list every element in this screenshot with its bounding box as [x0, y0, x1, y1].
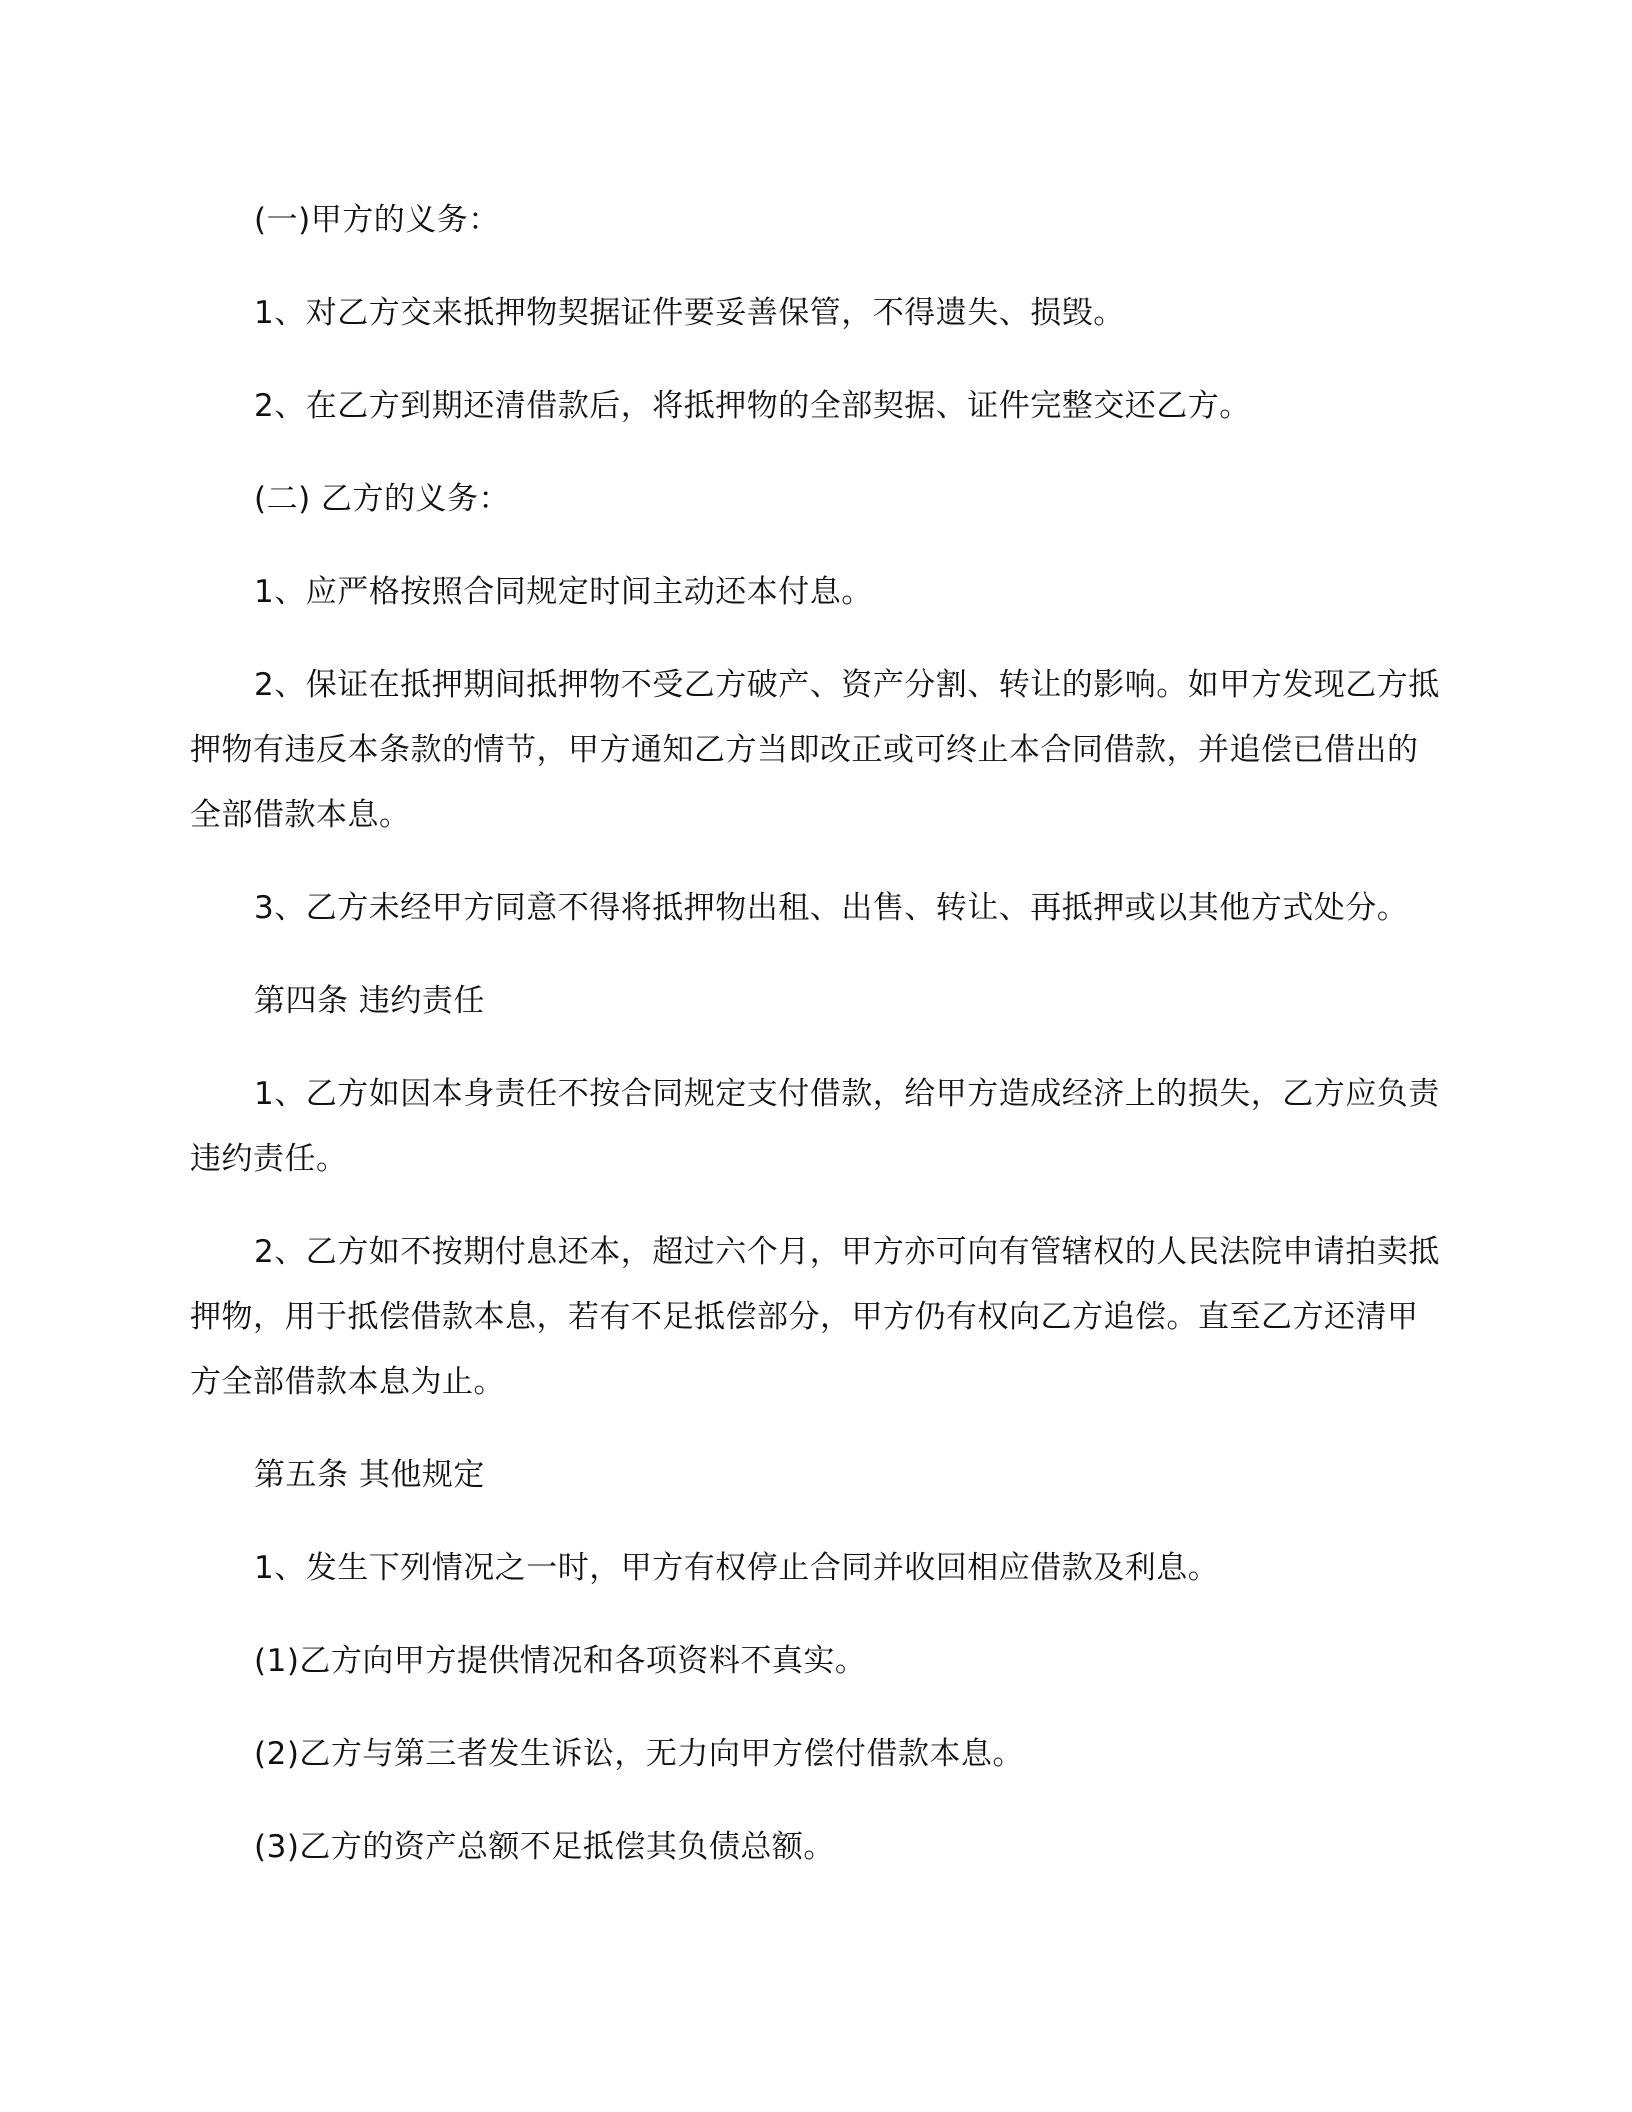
- article-5-heading: 第五条 其他规定: [254, 1457, 485, 1493]
- party-b-obligations-heading: (二) 乙方的义务：: [254, 481, 511, 517]
- party-b-obligation-3: 3、乙方未经甲方同意不得将抵押物出租、出售、转让、再抵押或以其他方式处分。: [254, 890, 1409, 926]
- party-b-obligation-2: 2、保证在抵押期间抵押物不受乙方破产、资产分割、转让的影响。如甲方发现乙方抵押物有违反本条款的情节，甲方通知乙方当即改正或可终止本合同借款，并追偿已借出的全部借款本息。: [190, 667, 1440, 833]
- article-4-heading: 第四条 违约责任: [254, 983, 485, 1019]
- condition-3: (3)乙方的资产总额不足抵偿其负债总额。: [254, 1829, 835, 1865]
- document-body: [190, 188, 1446, 1908]
- party-a-obligations-heading: (一)甲方的义务：: [254, 202, 500, 238]
- party-a-obligation-1: 1、对乙方交来抵押物契据证件要妥善保管，不得遗失、损毁。: [254, 295, 1125, 331]
- condition-1: (1)乙方向甲方提供情况和各项资料不真实。: [254, 1643, 867, 1679]
- party-b-obligation-1: 1、应严格按照合同规定时间主动还本付息。: [254, 574, 873, 610]
- breach-clause-1: 1、乙方如因本身责任不按合同规定支付借款，给甲方造成经济上的损失，乙方应负责违约责任。: [190, 1076, 1440, 1177]
- party-a-obligation-2: 2、在乙方到期还清借款后，将抵押物的全部契据、证件完整交还乙方。: [254, 388, 1251, 424]
- breach-clause-2: 2、乙方如不按期付息还本，超过六个月，甲方亦可向有管辖权的人民法院申请拍卖抵押物，用于抵偿借款本息，若有不足抵偿部分，甲方仍有权向乙方追偿。直至乙方还清甲方全部借款本息为止。: [190, 1234, 1440, 1400]
- condition-2: (2)乙方与第三者发生诉讼，无力向甲方偿付借款本息。: [254, 1736, 1024, 1772]
- other-provision-1: 1、发生下列情况之一时，甲方有权停止合同并收回相应借款及利息。: [254, 1550, 1220, 1586]
